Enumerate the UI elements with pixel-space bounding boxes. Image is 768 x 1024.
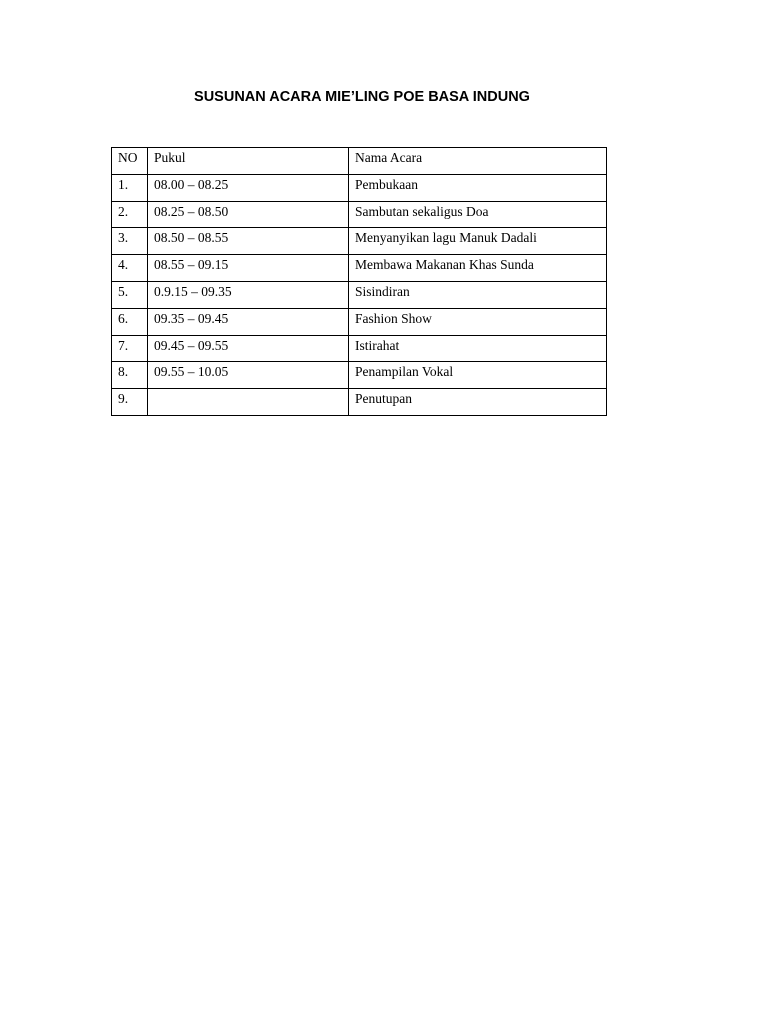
header-name: Nama Acara [349,148,607,175]
cell-no: 4. [112,255,148,282]
cell-no: 3. [112,228,148,255]
cell-time [148,389,349,416]
cell-time: 09.45 – 09.55 [148,335,349,362]
cell-no: 5. [112,281,148,308]
cell-time: 08.25 – 08.50 [148,201,349,228]
cell-no: 8. [112,362,148,389]
table-row [112,201,607,228]
table-row [112,389,607,416]
cell-name: Membawa Makanan Khas Sunda [349,255,607,282]
header-no: NO [112,148,148,175]
cell-time: 08.50 – 08.55 [148,228,349,255]
cell-time: 09.35 – 09.45 [148,308,349,335]
document-title: SUSUNAN ACARA MIE’LING POE BASA INDUNG [194,89,530,105]
cell-name: Pembukaan [349,174,607,201]
table-row [112,308,607,335]
table-row [112,362,607,389]
cell-no: 7. [112,335,148,362]
table-row [112,228,607,255]
table-row [112,281,607,308]
cell-no: 9. [112,389,148,416]
cell-time: 08.55 – 09.15 [148,255,349,282]
cell-name: Istirahat [349,335,607,362]
cell-name: Sambutan sekaligus Doa [349,201,607,228]
schedule-table [111,147,607,416]
cell-time: 0.9.15 – 09.35 [148,281,349,308]
table-row [112,255,607,282]
cell-no: 1. [112,174,148,201]
cell-name: Menyanyikan lagu Manuk Dadali [349,228,607,255]
cell-name: Penutupan [349,389,607,416]
table-header-row [112,148,607,175]
cell-name: Fashion Show [349,308,607,335]
cell-no: 2. [112,201,148,228]
cell-no: 6. [112,308,148,335]
cell-time: 08.00 – 08.25 [148,174,349,201]
cell-name: Penampilan Vokal [349,362,607,389]
table-row [112,335,607,362]
table-row [112,174,607,201]
cell-name: Sisindiran [349,281,607,308]
cell-time: 09.55 – 10.05 [148,362,349,389]
header-time: Pukul [148,148,349,175]
